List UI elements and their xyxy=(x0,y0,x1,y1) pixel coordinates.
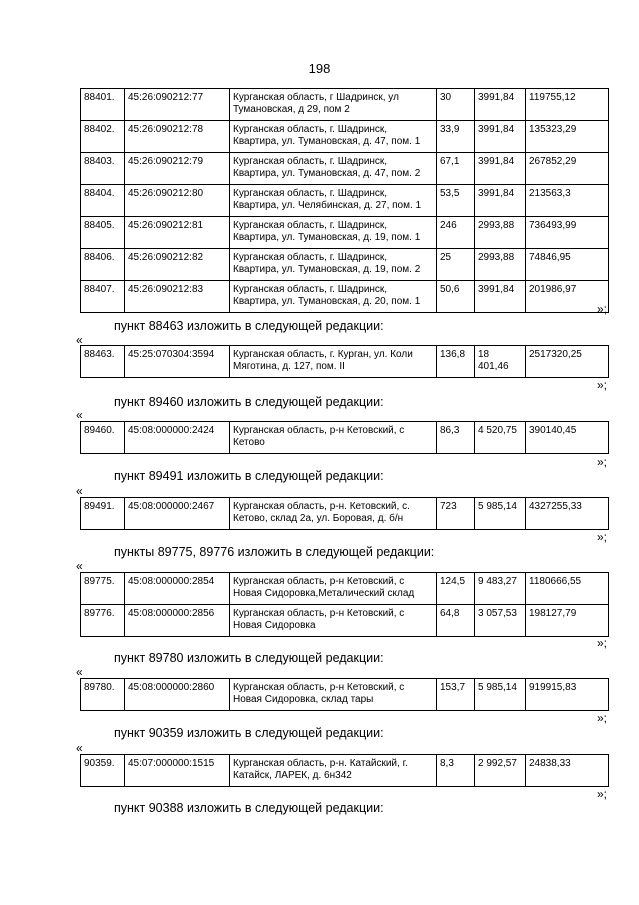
area: 86,3 xyxy=(437,422,475,454)
cadastral-number: 45:08:000000:2467 xyxy=(125,498,230,530)
address: Курганская область, г. Шадринск, Квартира, ул. Тумановская, д. 47, пом. 2 xyxy=(230,153,437,185)
unit-value: 5 985,14 xyxy=(475,498,526,530)
unit-value: 2993,88 xyxy=(475,249,526,281)
unit-value: 18 401,46 xyxy=(475,346,526,378)
cadastral-number: 45:25:070304:3594 xyxy=(125,346,230,378)
unit-value: 9 483,27 xyxy=(475,573,526,605)
address: Курганская область, р-н Кетовский, с Кетово xyxy=(230,422,437,454)
area: 50,6 xyxy=(437,281,475,313)
cadastral-value: 4327255,33 xyxy=(526,498,609,530)
row-number: 88401. xyxy=(81,89,125,121)
row-number: 88405. xyxy=(81,217,125,249)
unit-value: 3 057,53 xyxy=(475,605,526,637)
cadastral-number: 45:26:090212:77 xyxy=(125,89,230,121)
closing-quote: »; xyxy=(597,378,608,392)
unit-value: 3991,84 xyxy=(475,153,526,185)
table-row xyxy=(81,89,609,121)
cadastral-value: 736493,99 xyxy=(526,217,609,249)
closing-quote: »; xyxy=(597,636,608,650)
cadastral-value: 24838,33 xyxy=(526,755,609,787)
cadastral-number: 45:26:090212:78 xyxy=(125,121,230,153)
address: Курганская область, г. Шадринск, Квартира, ул. Тумановская, д. 19, пом. 1 xyxy=(230,217,437,249)
closing-quote: »; xyxy=(597,787,608,801)
cadastral-number: 45:26:090212:80 xyxy=(125,185,230,217)
opening-quote: « xyxy=(76,408,83,422)
table-row xyxy=(81,498,609,530)
property-table-1 xyxy=(80,345,609,378)
row-number: 88403. xyxy=(81,153,125,185)
table-row xyxy=(81,755,609,787)
area: 124,5 xyxy=(437,573,475,605)
unit-value: 3991,84 xyxy=(475,281,526,313)
address: Курганская область, г. Шадринск, Квартира, ул. Тумановская, д. 19, пом. 2 xyxy=(230,249,437,281)
table-row xyxy=(81,249,609,281)
address: Курганская область, г. Шадринск, Квартира, ул. Челябинская, д. 27, пом. 1 xyxy=(230,185,437,217)
cadastral-number: 45:08:000000:2854 xyxy=(125,573,230,605)
closing-quote: »; xyxy=(597,530,608,544)
unit-value: 2993,88 xyxy=(475,217,526,249)
cadastral-number: 45:26:090212:82 xyxy=(125,249,230,281)
area: 723 xyxy=(437,498,475,530)
opening-quote: « xyxy=(76,665,83,679)
cadastral-value: 213563,3 xyxy=(526,185,609,217)
amendment-paragraph: пункт 89780 изложить в следующей редакции: xyxy=(114,651,384,665)
address: Курганская область, р-н. Кетовский, с. Кетово, склад 2а, ул. Боровая, д. б/н xyxy=(230,498,437,530)
cadastral-value: 390140,45 xyxy=(526,422,609,454)
cadastral-number: 45:26:090212:81 xyxy=(125,217,230,249)
table-row xyxy=(81,346,609,378)
unit-value: 3991,84 xyxy=(475,185,526,217)
cadastral-value: 919915,83 xyxy=(526,679,609,711)
row-number: 88407. xyxy=(81,281,125,313)
opening-quote: « xyxy=(76,559,83,573)
area: 53,5 xyxy=(437,185,475,217)
area: 8,3 xyxy=(437,755,475,787)
area: 246 xyxy=(437,217,475,249)
page-number: 198 xyxy=(308,61,331,76)
closing-quote: »; xyxy=(597,455,608,469)
unit-value: 3991,84 xyxy=(475,89,526,121)
row-number: 88404. xyxy=(81,185,125,217)
cadastral-value: 267852,29 xyxy=(526,153,609,185)
row-number: 88402. xyxy=(81,121,125,153)
unit-value: 5 985,14 xyxy=(475,679,526,711)
amendment-paragraph: пункт 90388 изложить в следующей редакции: xyxy=(114,801,384,815)
row-number: 89491. xyxy=(81,498,125,530)
cadastral-value: 135323,29 xyxy=(526,121,609,153)
row-number: 88463. xyxy=(81,346,125,378)
area: 25 xyxy=(437,249,475,281)
address: Курганская область, р-н. Катайский, г. Катайск, ЛАРЕК, д. 6н342 xyxy=(230,755,437,787)
table-row xyxy=(81,281,609,313)
unit-value: 4 520,75 xyxy=(475,422,526,454)
row-number: 88406. xyxy=(81,249,125,281)
property-table-0 xyxy=(80,88,609,313)
property-table-3 xyxy=(80,497,609,530)
opening-quote: « xyxy=(76,333,83,347)
address: Курганская область, р-н Кетовский, с Новая Сидоровка xyxy=(230,605,437,637)
amendment-paragraph: пункт 90359 изложить в следующей редакции: xyxy=(114,726,384,740)
table-row xyxy=(81,217,609,249)
area: 30 xyxy=(437,89,475,121)
cadastral-number: 45:08:000000:2856 xyxy=(125,605,230,637)
area: 136,8 xyxy=(437,346,475,378)
table-row xyxy=(81,573,609,605)
amendment-paragraph: пункт 89491 изложить в следующей редакции: xyxy=(114,469,384,483)
address: Курганская область, г. Шадринск, Квартира, ул. Тумановская, д. 20, пом. 1 xyxy=(230,281,437,313)
closing-quote: »; xyxy=(597,302,608,316)
cadastral-value: 119755,12 xyxy=(526,89,609,121)
opening-quote: « xyxy=(76,741,83,755)
table-row xyxy=(81,605,609,637)
amendment-paragraph: пункт 89460 изложить в следующей редакции: xyxy=(114,395,384,409)
table-row xyxy=(81,153,609,185)
row-number: 89776. xyxy=(81,605,125,637)
cadastral-value: 1180666,55 xyxy=(526,573,609,605)
cadastral-number: 45:07:000000:1515 xyxy=(125,755,230,787)
amendment-paragraph: пункт 88463 изложить в следующей редакции: xyxy=(114,319,384,333)
address: Курганская область, р-н Кетовский, с Новая Сидоровка, склад тары xyxy=(230,679,437,711)
address: Курганская область, р-н Кетовский, с Новая Сидоровка,Металический склад xyxy=(230,573,437,605)
row-number: 89780. xyxy=(81,679,125,711)
table-row xyxy=(81,422,609,454)
property-table-6 xyxy=(80,754,609,787)
cadastral-value: 201986,97 xyxy=(526,281,609,313)
address: Курганская область, г. Курган, ул. Коли Мяготина, д. 127, пом. II xyxy=(230,346,437,378)
table-row xyxy=(81,121,609,153)
table-row xyxy=(81,679,609,711)
amendment-paragraph: пункты 89775, 89776 изложить в следующей редакции: xyxy=(114,545,435,559)
cadastral-number: 45:08:000000:2860 xyxy=(125,679,230,711)
address: Курганская область, г Шадринск, ул Тумановская, д 29, пом 2 xyxy=(230,89,437,121)
cadastral-number: 45:08:000000:2424 xyxy=(125,422,230,454)
property-table-5 xyxy=(80,678,609,711)
property-table-2 xyxy=(80,421,609,454)
cadastral-value: 198127,79 xyxy=(526,605,609,637)
table-row xyxy=(81,185,609,217)
area: 153,7 xyxy=(437,679,475,711)
unit-value: 3991,84 xyxy=(475,121,526,153)
area: 64,8 xyxy=(437,605,475,637)
row-number: 90359. xyxy=(81,755,125,787)
area: 33,9 xyxy=(437,121,475,153)
cadastral-value: 2517320,25 xyxy=(526,346,609,378)
row-number: 89775. xyxy=(81,573,125,605)
cadastral-number: 45:26:090212:79 xyxy=(125,153,230,185)
unit-value: 2 992,57 xyxy=(475,755,526,787)
cadastral-value: 74846,95 xyxy=(526,249,609,281)
row-number: 89460. xyxy=(81,422,125,454)
cadastral-number: 45:26:090212:83 xyxy=(125,281,230,313)
closing-quote: »; xyxy=(597,711,608,725)
area: 67,1 xyxy=(437,153,475,185)
opening-quote: « xyxy=(76,484,83,498)
property-table-4 xyxy=(80,572,609,637)
address: Курганская область, г. Шадринск, Квартира, ул. Тумановская, д. 47, пом. 1 xyxy=(230,121,437,153)
